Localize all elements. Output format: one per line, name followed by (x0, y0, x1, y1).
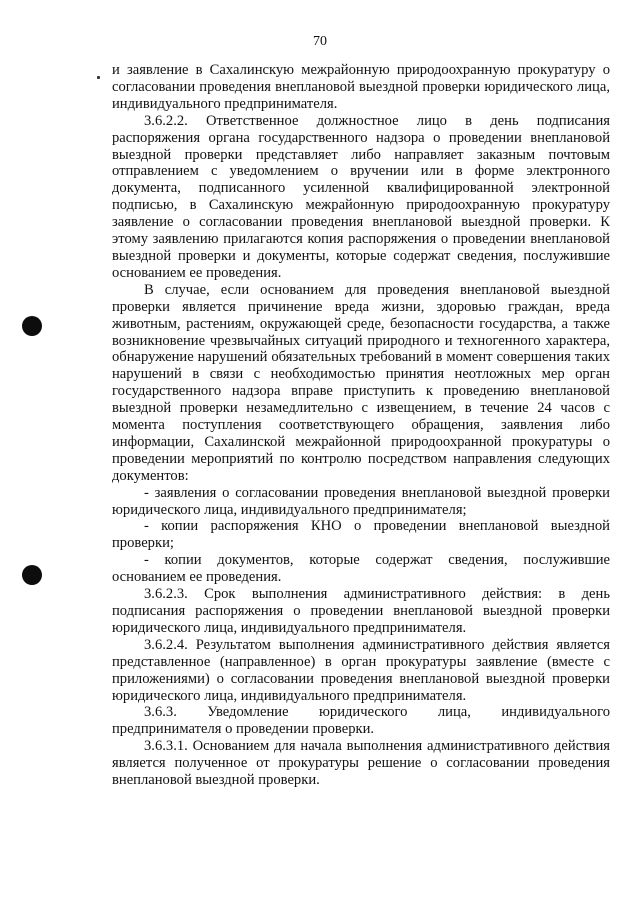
document-body (112, 62, 610, 789)
paragraph: 3.6.2.3. Срок выполнения административного действия: в день подписания распоряжения о проведении внеплановой выездной проверки юридического лица, индивидуального предпринимателя. (112, 586, 610, 636)
paragraph: 3.6.3. Уведомление юридического лица, индивидуального предпринимателя о проведении проверки. (112, 704, 610, 738)
punch-hole-mark (22, 316, 42, 336)
paragraph: 3.6.3.1. Основанием для начала выполнения административного действия является полученное от прокуратуры решение о согласовании проведения внеплановой выездной проверки. (112, 738, 610, 789)
list-item: - заявления о согласовании проведения внеплановой выездной проверки юридического лица, индивидуального предпринимателя; (112, 484, 610, 518)
page-number: 70 (313, 34, 327, 49)
scan-speck (97, 76, 100, 79)
punch-hole-mark (22, 565, 42, 585)
paragraph: 3.6.2.2. Ответственное должностное лицо в день подписания распоряжения органа государственного надзора о проведении внеплановой выездной проверки представляет либо направляет заказным почтовым отправлением с уведомлением о вручении или в форме электронного документа, подписанного усиленной квалифицированной электронной подписью, в Сахалинскую межрайонную природоохранную прокуратуру заявление о согласовании проведения внеплановой выездной проверки. К этому заявлению прилагаются копия распоряжения о проведении внеплановой выездной проверки и документы, которые содержат сведения, послужившие основанием ее проведения. (112, 112, 610, 281)
paragraph: и заявление в Сахалинскую межрайонную природоохранную прокуратуру о согласовании проведения внеплановой выездной проверки юридического лица, индивидуального предпринимателя. (112, 62, 610, 112)
paragraph: 3.6.2.4. Результатом выполнения административного действия является представленное (направленное) в орган прокуратуры заявление (вместе с приложениями) о согласовании проведения внеплановой выездной проверки юридического лица, индивидуального предпринимателя. (112, 636, 610, 704)
list-item: - копии распоряжения КНО о проведении внеплановой выездной проверки; (112, 518, 610, 552)
list-item: - копии документов, которые содержат сведения, послужившие основанием ее проведения. (112, 552, 610, 586)
paragraph: В случае, если основанием для проведения внеплановой выездной проверки является причинение вреда жизни, здоровью граждан, вреда животным, растениям, окружающей среде, безопасности государства, а также возникновение чрезвычайных ситуаций природного и техногенного характера, обнаружение нарушений обязательных требований в момент совершения таких нарушений в связи с необходимостью принятия неотложных мер орган государственного надзора вправе приступить к проведению внеплановой выездной проверки незамедлительно с извещением, в течение 24 часов с момента поступления соответствующего обращения, заявления либо информации, Сахалинской межрайонной природоохранной прокуратуры о проведении мероприятий по контролю посредством направления следующих документов: (112, 281, 610, 484)
